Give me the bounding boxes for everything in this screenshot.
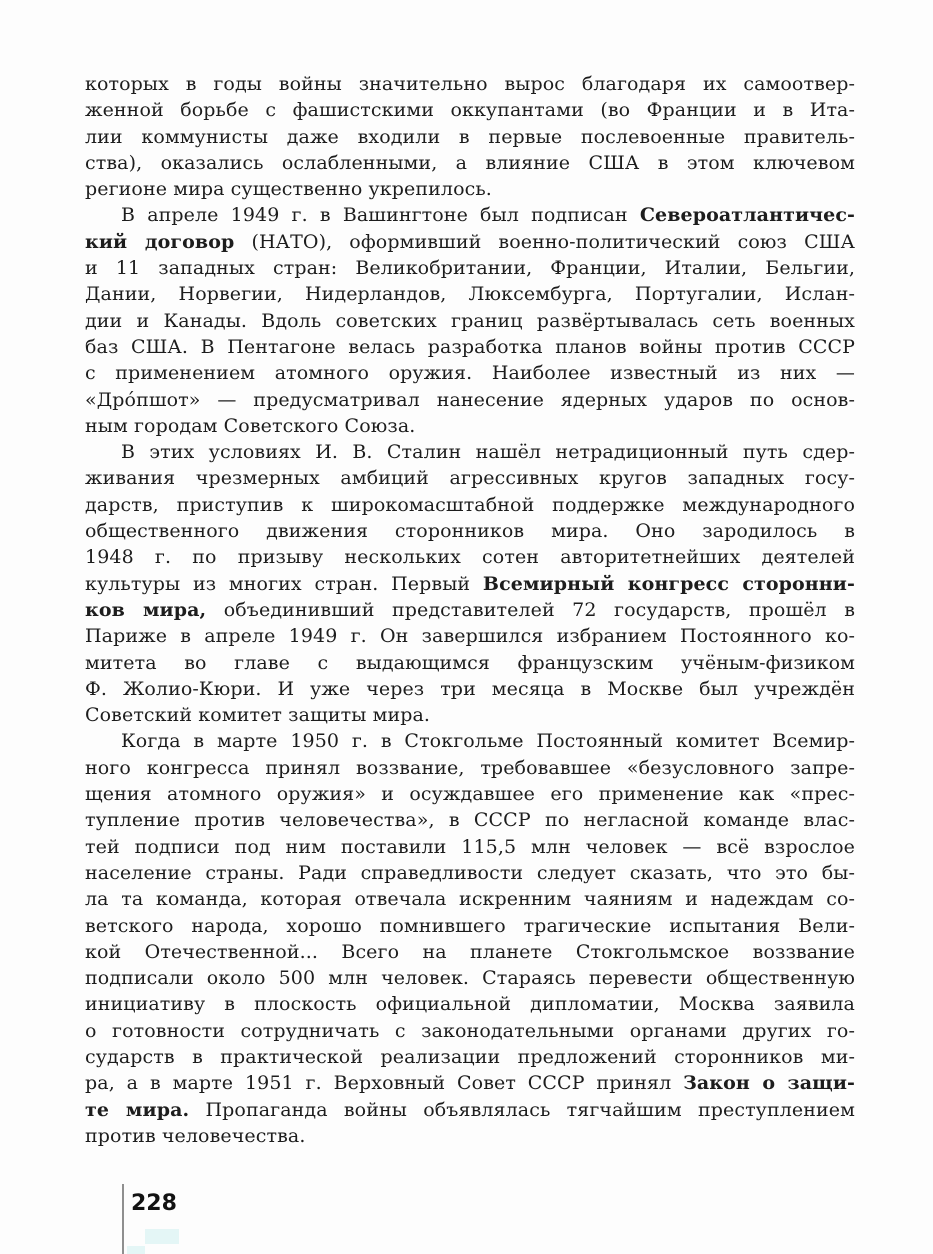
text-run: регионе мира существенно укрепилось. bbox=[85, 178, 492, 201]
scan-artifact bbox=[145, 1229, 179, 1244]
text-run: В этих условиях И. В. Сталин нашёл нетрадиционный путь сдер- bbox=[121, 441, 855, 464]
text-run: Когда в марте 1950 г. в Стокгольме Постоянный комитет Всемир- bbox=[121, 730, 855, 753]
text-run: культуры из многих стран. Первый bbox=[85, 572, 483, 595]
text-line bbox=[85, 255, 855, 281]
text-run: митета во главе с выдающимся французским учёным-физиком bbox=[85, 651, 855, 674]
text-line bbox=[85, 702, 855, 728]
text-run: население страны. Ради справедливости следует сказать, что это бы- bbox=[85, 861, 855, 884]
text-run: дарств, приступив к широкомасштабной поддержке международного bbox=[85, 493, 855, 516]
text-run: Ф. Жолио-Кюри. И уже через три месяца в Москве был учреждён bbox=[85, 677, 855, 700]
text-run: ра, а в марте 1951 г. Верховный Совет СССР принял bbox=[85, 1072, 684, 1095]
text-run: тупление против человечества», в СССР по негласной команде влас- bbox=[85, 809, 855, 832]
text-run: Дании, Норвегии, Нидерландов, Люксембурга, Португалии, Ислан- bbox=[85, 283, 855, 306]
text-line bbox=[85, 518, 855, 544]
text-line bbox=[85, 650, 855, 676]
text-line bbox=[85, 176, 855, 202]
text-line bbox=[85, 150, 855, 176]
text-line bbox=[85, 623, 855, 649]
text-line bbox=[85, 413, 855, 439]
bold-text-run: Всемирный конгресс сторонни- bbox=[482, 572, 855, 595]
paragraph bbox=[85, 202, 855, 439]
text-line bbox=[85, 1044, 855, 1070]
text-run: и 11 западных стран: Великобритании, Франции, Италии, Бельгии, bbox=[85, 257, 855, 280]
bold-text-run: Североатлантичес- bbox=[639, 204, 855, 227]
text-run: подписали около 500 млн человек. Стараясь перевести общественную bbox=[85, 967, 855, 990]
text-line bbox=[85, 781, 855, 807]
paragraph bbox=[85, 71, 855, 202]
text-run: Советский комитет защиты мира. bbox=[85, 704, 431, 727]
text-run: Париже в апреле 1949 г. Он завершился избранием Постоянного ко- bbox=[85, 625, 855, 648]
text-run: ла та команда, которая отвечала искренним чаяниям и надеждам со- bbox=[85, 888, 855, 911]
text-line bbox=[85, 886, 855, 912]
text-line bbox=[85, 965, 855, 991]
text-line bbox=[85, 97, 855, 123]
text-line bbox=[85, 71, 855, 97]
text-line bbox=[85, 387, 855, 413]
text-run: щения атомного оружия» и осуждавшее его применение как «прес- bbox=[85, 783, 855, 806]
text-run: инициативу в плоскость официальной дипломатии, Москва заявила bbox=[85, 993, 855, 1016]
text-line bbox=[85, 1018, 855, 1044]
text-run: против человечества. bbox=[85, 1124, 306, 1147]
text-run: женной борьбе с фашистскими оккупантами (во Франции и в Ита- bbox=[85, 99, 855, 122]
text-run: живания чрезмерных амбиций агрессивных кругов западных госу- bbox=[85, 467, 855, 490]
text-run: ства), оказались ослабленными, а влияние США в этом ключевом bbox=[85, 151, 855, 174]
text-line bbox=[85, 465, 855, 491]
text-run: объединивший представителей 72 государств, прошёл в bbox=[206, 598, 855, 621]
bold-text-run: кий договор bbox=[85, 230, 235, 253]
text-line bbox=[85, 439, 855, 465]
bold-text-run: ков мира, bbox=[85, 598, 207, 621]
text-run: (НАТО), оформивший военно-политический союз США bbox=[234, 230, 855, 253]
paragraph bbox=[85, 439, 855, 728]
text-line bbox=[85, 492, 855, 518]
text-line bbox=[85, 308, 855, 334]
text-run: тей подписи под ним поставили 115,5 млн человек — всё взрослое bbox=[85, 835, 855, 858]
text-run: общественного движения сторонников мира. Оно зародилось в bbox=[85, 520, 855, 543]
text-run: ным городам Советского Союза. bbox=[85, 414, 416, 437]
text-run: которых в годы войны значительно вырос благодаря их самоотвер- bbox=[85, 73, 855, 95]
text-line bbox=[85, 334, 855, 360]
text-run: ного конгресса принял воззвание, требовавшее «безусловного запре- bbox=[85, 756, 855, 779]
text-line bbox=[85, 544, 855, 570]
text-run: дии и Канады. Вдоль советских границ развёртывалась сеть военных bbox=[85, 309, 855, 332]
text-line bbox=[85, 229, 855, 255]
text-line bbox=[85, 571, 855, 597]
text-run: сударств в практической реализации предложений сторонников ми- bbox=[85, 1045, 855, 1068]
text-line bbox=[85, 834, 855, 860]
text-line bbox=[85, 676, 855, 702]
scan-artifact bbox=[127, 1246, 145, 1254]
text-block bbox=[85, 71, 855, 1149]
text-run: В апреле 1949 г. в Вашингтоне был подписан bbox=[121, 204, 640, 227]
text-run: с применением атомного оружия. Наиболее известный из них — bbox=[85, 362, 855, 385]
text-run: баз США. В Пентагоне велась разработка планов войны против СССР bbox=[85, 335, 855, 358]
text-run: кой Отечественной... Всего на планете Стокгольмское воззвание bbox=[85, 940, 855, 963]
text-run: о готовности сотрудничать с законодательными органами других го- bbox=[85, 1019, 855, 1042]
bold-text-run: Закон о защи- bbox=[683, 1072, 855, 1095]
text-run: 1948 г. по призыву нескольких сотен авторитетнейших деятелей bbox=[85, 546, 855, 569]
text-line bbox=[85, 1070, 855, 1096]
text-line bbox=[85, 597, 855, 623]
text-line bbox=[85, 860, 855, 886]
text-run: ветского народа, хорошо помнившего трагические испытания Вели- bbox=[85, 914, 855, 937]
text-line bbox=[85, 124, 855, 150]
paragraph bbox=[85, 728, 855, 1149]
text-line bbox=[85, 913, 855, 939]
text-run: лии коммунисты даже входили в первые послевоенные правитель- bbox=[85, 125, 855, 148]
text-run: «Дро́пшот» — предусматривал нанесение ядерных ударов по основ- bbox=[85, 388, 855, 411]
page-number-rule bbox=[122, 1184, 124, 1254]
text-line bbox=[85, 1123, 855, 1149]
text-line bbox=[85, 281, 855, 307]
text-line bbox=[85, 991, 855, 1017]
text-line bbox=[85, 728, 855, 754]
page-number: 228 bbox=[131, 1191, 177, 1216]
text-line bbox=[85, 1097, 855, 1123]
text-line bbox=[85, 939, 855, 965]
text-line bbox=[85, 360, 855, 386]
text-line bbox=[85, 202, 855, 228]
bold-text-run: те мира. bbox=[85, 1098, 190, 1121]
text-line bbox=[85, 807, 855, 833]
text-run: Пропаганда войны объявлялась тягчайшим преступлением bbox=[189, 1098, 855, 1121]
text-line bbox=[85, 755, 855, 781]
